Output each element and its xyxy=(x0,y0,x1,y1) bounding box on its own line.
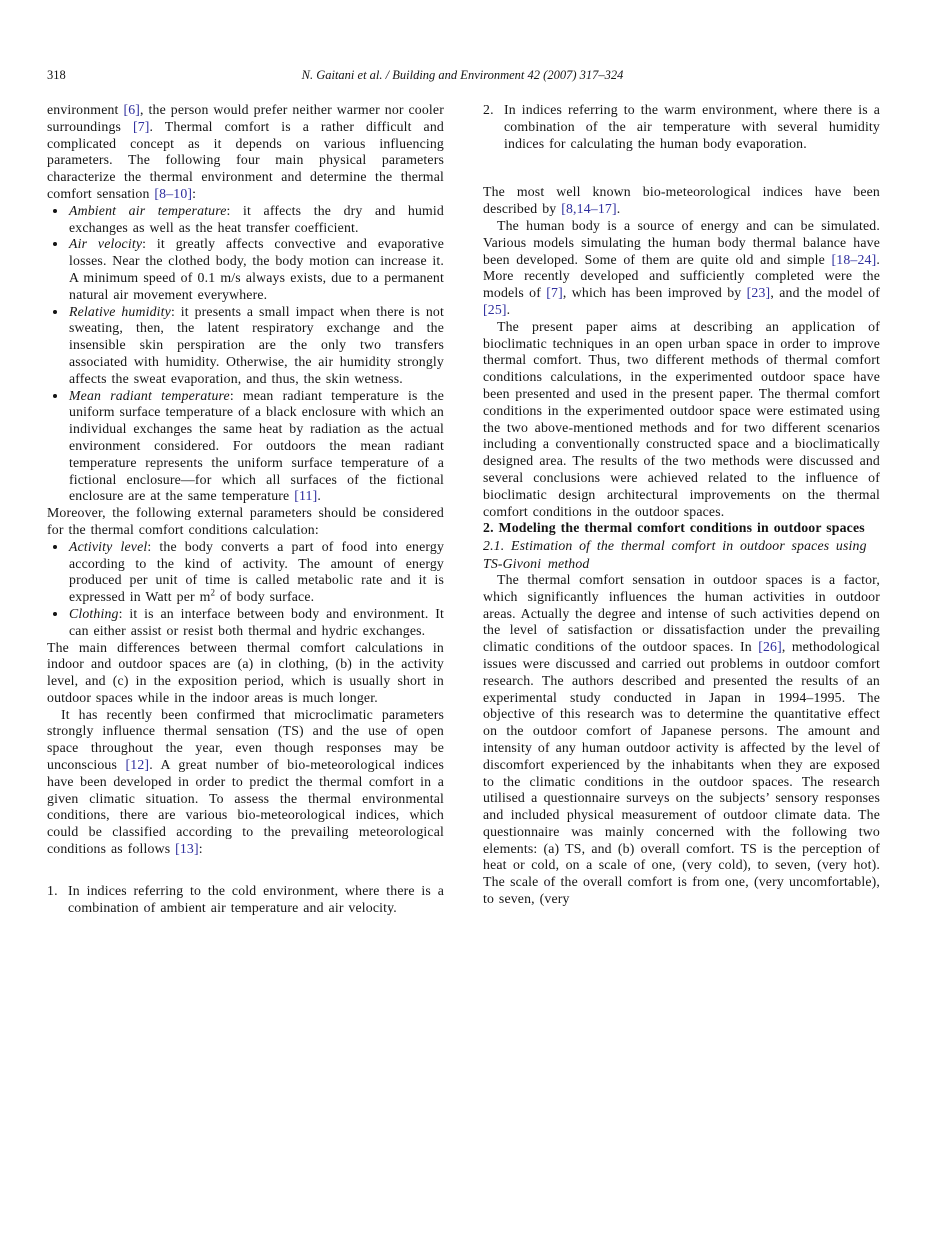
citation-link[interactable]: [13] xyxy=(175,841,199,857)
bullet-list xyxy=(47,203,444,505)
numbered-item xyxy=(47,883,444,917)
text-segment: . xyxy=(506,301,511,317)
paragraph xyxy=(47,707,444,858)
paragraph xyxy=(47,102,444,203)
paragraph xyxy=(47,640,444,707)
text-segment: : xyxy=(192,185,197,201)
text-segment: of body surface. xyxy=(215,589,315,605)
text-segment: The present paper aims at describing an application of bioclimatic techniques in an open urban space in order to improve thermal comfort. Thus, two different methods of thermal comfort conditions calculations, in the experimented outdoor space have been presented and used in the present paper. The thermal comfort conditions in the experimented outdoor space were estimated using the two above-mentioned methods and for two different scenarios including a conventionally constructed space and a bioclimatically designed area. The results of the two methods were discussed and several conclusions were achieved related to the influence of bioclimatic design architectural improvements on the thermal comfort conditions in the outdoor spaces. xyxy=(483,318,880,519)
text-segment: , methodological issues were discussed and carried out problems in outdoor comfort research. The authors described and presented the results of an experimental study conducted in Japan in 1994–1995. The objective of this research was to determine the quantitative effect on the outdoor comfort of Japanese persons. The amount and intensity of any human outdoor activity is affected by the level of discomfort experienced by the inhabitants when they are exposed to the climatic conditions in the outdoor spaces. The research utilised a questionnaire surveys on the subjects’ sensory responses and included physical measurement of outdoor climate data. The questionnaire was mainly concerned with the following two elements: (a) TS, and (b) overall comfort. TS is the perception of heat or cold, on a scale of one, (very cold), to seven, (very hot). The scale of the overall comfort is from one, (very uncomfortable), to seven, (very xyxy=(483,639,880,907)
text-segment: The human body is a source of energy and can be simulated. Various models simulating the human body thermal balance have been developed. Some of them are quite old and simple xyxy=(483,217,880,267)
paragraph xyxy=(483,572,880,908)
text-segment: The thermal comfort sensation in outdoor spaces is a factor, which significantly influences the human activities in outdoor areas. Actually the degree and intense of such activities depend on the level of satisfaction or dissatisfaction under the prevailing climatic conditions of the outdoor spaces. In xyxy=(483,571,880,655)
left-column xyxy=(47,102,444,916)
citation-link[interactable]: [8–10] xyxy=(154,185,193,201)
text-segment: , and the model of xyxy=(770,285,880,301)
paragraph xyxy=(483,319,880,521)
bullet-list xyxy=(47,539,444,640)
citation-link[interactable]: [6] xyxy=(123,102,141,117)
text-segment: . Thermal comfort is a rather difficult and complicated concept as it depends on various influencing parameters. The following four main physical parameters characterize the thermal environment and determine the thermal comfort sensation xyxy=(47,118,444,201)
text-segment: It has recently been confirmed that microclimatic parameters strongly influence thermal sensation (TS) and the use of open space throughout the year, even though responses may be unconscious xyxy=(47,706,444,773)
paragraph xyxy=(483,184,880,218)
text-segment: Clothing xyxy=(69,605,119,621)
text-segment: . xyxy=(317,488,321,504)
text-segment: The main differences between thermal comfort calculations in indoor and outdoor spaces are (a) in clothing, (b) in the activity level, and (c) in the exposition period, which is usually short in outdoor spaces while in the indoor areas is much longer. xyxy=(47,639,444,705)
list-item xyxy=(68,203,444,237)
numbered-item xyxy=(483,102,880,152)
text-segment: : mean radiant temperature is the uniform surface temperature of a black enclosure with which an individual exchanges the same heat by radiation as the actual environment considered. For outdoors the mean radiant temperature represents the uniform surface temperature of a fictional enclosure—for which all surfaces of the fictional enclosure are at the same temperature xyxy=(69,387,445,504)
text-segment: Mean radiant temperature xyxy=(69,387,230,403)
text-segment: : xyxy=(198,841,203,857)
text-segment: . xyxy=(616,201,621,217)
text-segment: Ambient air temperature xyxy=(69,202,227,218)
page-number: 318 xyxy=(47,68,66,82)
text-segment: , which has been improved by xyxy=(562,285,747,301)
list-item xyxy=(68,236,444,303)
paragraph xyxy=(483,218,880,319)
subsection-heading: 2.1. Estimation of the thermal comfort in outdoor spaces using TS-Givoni method xyxy=(483,538,867,571)
list-item xyxy=(68,304,444,388)
list-item xyxy=(68,539,444,606)
text-segment: : it is an interface between body and environment. It can either assist or resist both thermal and hydric exchanges. xyxy=(69,605,444,638)
citation-link[interactable]: [11] xyxy=(294,488,318,504)
paragraph xyxy=(47,505,444,539)
citation-link[interactable]: [7] xyxy=(546,285,563,301)
text-segment: In indices referring to the warm environment, where there is a combination of the air temperature with several humidity indices for calculating the human body evaporation. xyxy=(504,102,880,151)
running-title: N. Gaitani et al. / Building and Environment 42 (2007) 317–324 xyxy=(301,68,624,82)
text-segment: 2 xyxy=(210,587,215,598)
body-columns xyxy=(47,102,880,916)
section-heading: 2. Modeling the thermal comfort conditions in outdoor spaces xyxy=(483,520,865,536)
text-segment: , the person would prefer neither warmer nor cooler surroundings xyxy=(47,102,444,134)
text-segment: In indices referring to the cold environment, where there is a combination of ambient air temperature and air velocity. xyxy=(68,882,444,915)
text-segment: . A great number of bio-meteorological indices have been developed in order to predict the thermal comfort in a given climatic situation. To assess the thermal environmental conditions, there are various bio-meteorological indices, which could be classified according to the prevailing meteorological conditions as follows xyxy=(47,757,445,857)
citation-link[interactable]: [12] xyxy=(125,757,150,773)
text-segment: . More recently developed and sufficiently completed were the models of xyxy=(483,251,880,301)
page-header xyxy=(47,68,878,83)
text-segment: environment xyxy=(47,102,124,117)
text-segment: Air velocity xyxy=(69,236,143,252)
citation-link[interactable]: [23] xyxy=(746,285,771,301)
list-item xyxy=(68,606,444,640)
list-item xyxy=(68,388,444,506)
citation-link[interactable]: [18–24] xyxy=(831,251,877,267)
right-column xyxy=(483,102,880,916)
text-segment: Activity level xyxy=(69,538,148,554)
citation-link[interactable]: [26] xyxy=(758,639,782,655)
item-number: 1. xyxy=(47,882,58,898)
item-text xyxy=(504,102,880,152)
text-segment: The most well known bio-meteorological indices have been described by xyxy=(483,184,880,217)
text-segment: : it affects the dry and humid exchanges as well as the heat transfer coefficient. xyxy=(69,202,444,235)
text-segment: : it greatly affects convective and evaporative losses. Near the clothed body, the body motion can increase it. A minimum speed of 0.1 m/s always exists, due to a permanent natural air movement everywhere. xyxy=(69,236,444,302)
text-segment: Moreover, the following external parameters should be considered for the thermal comfort conditions calculation: xyxy=(47,505,444,537)
citation-link[interactable]: [25] xyxy=(483,301,507,317)
citation-link[interactable]: [8,14–17] xyxy=(561,201,617,217)
text-segment: : it presents a small impact when there is not sweating, then, the latent respiratory exchange and the insensible skin perspiration are the only two transfers associated with humidity. Otherwise, the air humidity strongly affects the sweat evaporation, and thus, the skin wetness. xyxy=(69,303,444,386)
text-segment: Relative humidity xyxy=(69,303,171,319)
text-segment: : the body converts a part of food into energy according to the kind of activity. The amount of energy produced per unit of time is called metabolic rate and it is expressed in Watt per m xyxy=(69,538,445,605)
item-number: 2. xyxy=(483,102,494,117)
citation-link[interactable]: [7] xyxy=(132,118,150,134)
item-text xyxy=(68,883,444,917)
